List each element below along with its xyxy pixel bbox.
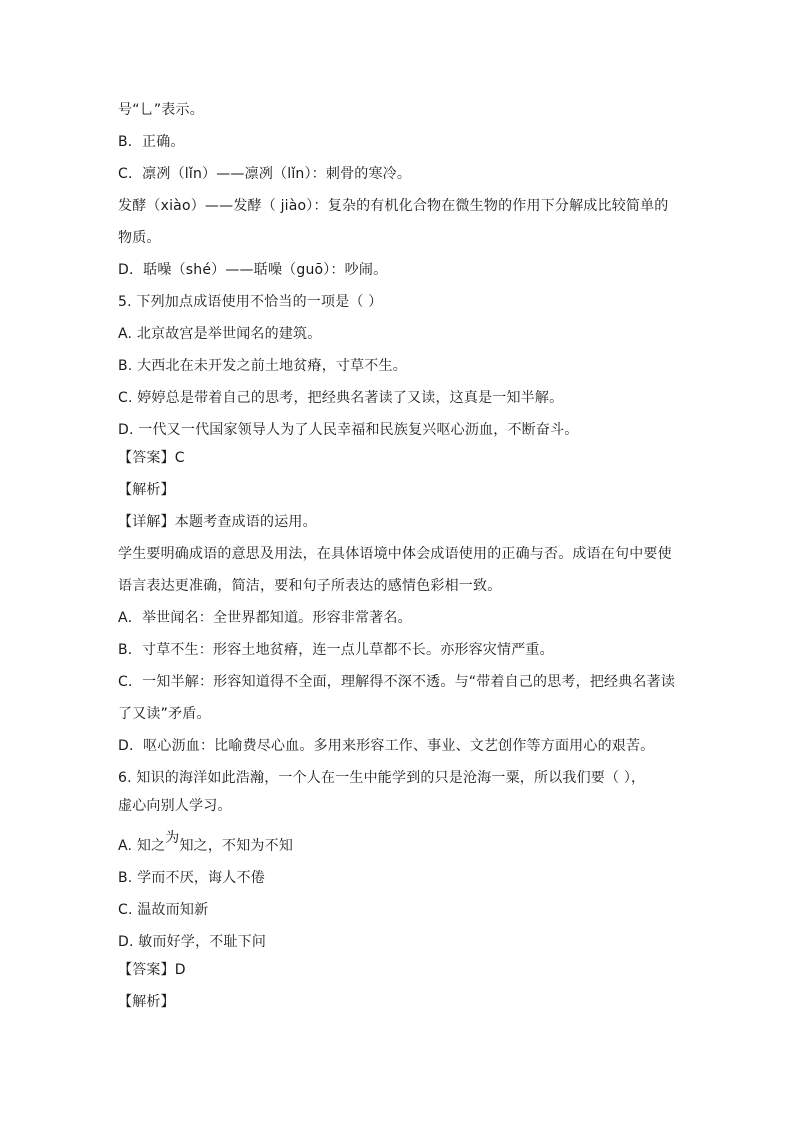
question-6-stem-line-2: 虚心向别人学习。 — [118, 798, 232, 814]
text-line-3: C．凛冽（lǐn）——凛冽（lǐn）：刺骨的寒冷。 — [118, 166, 412, 182]
question-5-option-d: D. 一代又一代国家领导人为了人民幸福和民族复兴呕心沥血，不断奋斗。 — [118, 422, 579, 438]
text-line-6: D．聒噪（shé）——聒噪（guō）：吵闹。 — [118, 262, 388, 278]
question-6-stem-line-1: 6. 知识的海洋如此浩瀚，一个人在一生中能学到的只是沧海一粟，所以我们要（ ）， — [118, 770, 646, 786]
question-6-option-d: D. 敏而好学，不耻下问 — [118, 934, 267, 950]
question-6-option-a — [118, 830, 294, 856]
detail-label-5: 【详解】本题考查成语的运用。 — [118, 514, 317, 530]
analysis-label-5: 【解析】 — [118, 482, 175, 498]
question-5-option-a: A. 北京故宫是举世闻名的建筑。 — [118, 326, 322, 342]
answer-label-5: 【答案】C — [118, 450, 185, 466]
explanation-c-line-1: C．一知半解：形容知道得不全面，理解得不深不透。与“带着自己的思考，把经典名著读 — [118, 674, 676, 690]
option-a-prefix: A. 知之 — [118, 838, 166, 854]
text-line-2: B．正确。 — [118, 134, 185, 150]
option-a-rest: 知之，不知为不知 — [179, 838, 294, 854]
explanation-b: B．寸草不生：形容土地贫瘠，连一点儿草都不长。亦形容灾情严重。 — [118, 642, 554, 658]
explanation-d: D．呕心沥血：比喻费尽心血。多用来形容工作、事业、文艺创作等方面用心的艰苦。 — [118, 738, 655, 754]
explanation-a: A．举世闻名：全世界都知道。形容非常著名。 — [118, 610, 412, 626]
explanation-line-2: 语言表达更准确，简洁，要和句子所表达的感情色彩相一致。 — [118, 578, 502, 594]
question-6-option-b: B. 学而不厌，诲人不倦 — [118, 870, 265, 886]
question-6-option-c: C. 温故而知新 — [118, 902, 209, 918]
explanation-line-1: 学生要明确成语的意思及用法，在具体语境中体会成语使用的正确与否。成语在句中要使 — [118, 546, 672, 562]
question-5-stem: 5. 下列加点成语使用不恰当的一项是（ ） — [118, 294, 383, 310]
answer-label-6: 【答案】D — [118, 962, 186, 978]
text-line-5: 物质。 — [118, 230, 161, 246]
option-a-raised-char: 为 — [165, 830, 180, 846]
explanation-c-line-2: 了又读”矛盾。 — [118, 706, 211, 722]
analysis-label-6: 【解析】 — [118, 994, 175, 1010]
text-line-4: 发酵（xiào）——发酵（ jiào）：复杂的有机化合物在微生物的作用下分解成比较简单的 — [118, 198, 669, 214]
text-line-1: 号“乚”表示。 — [118, 102, 204, 118]
question-5-option-b: B. 大西北在未开发之前土地贫瘠，寸草不生。 — [118, 358, 407, 374]
question-5-option-c: C. 婷婷总是带着自己的思考，把经典名著读了又读，这真是一知半解。 — [118, 390, 564, 406]
